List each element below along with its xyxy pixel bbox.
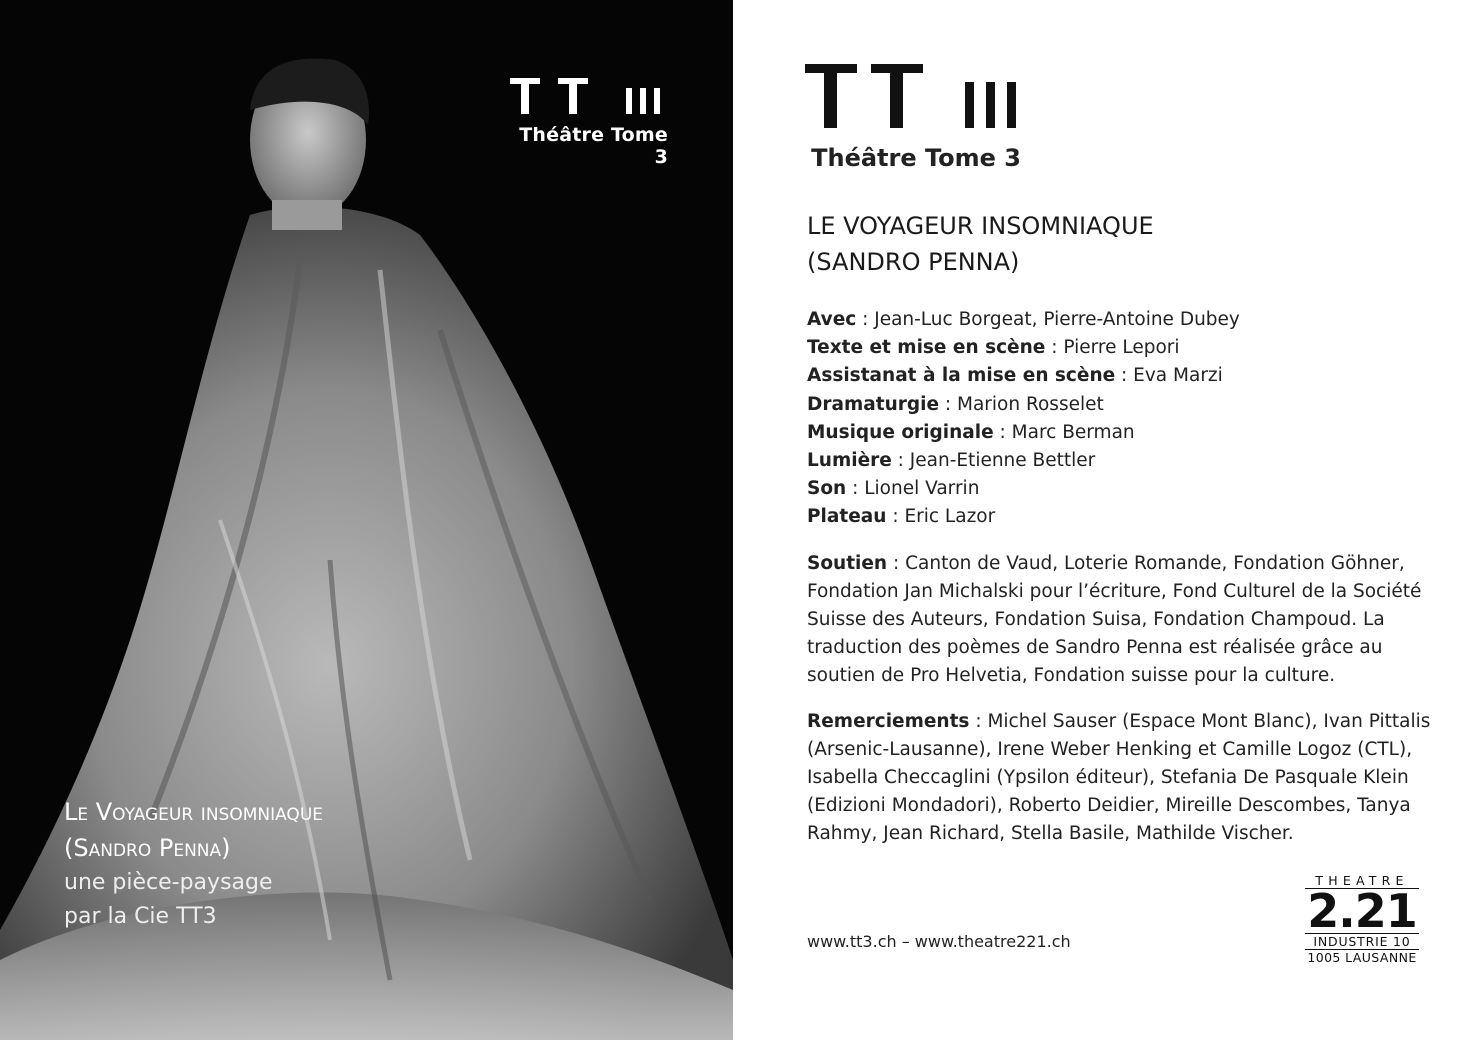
credit-line: Dramaturgie : Marion Rosselet (807, 393, 1104, 415)
remerciements-text: : Michel Sauser (Espace Mont Blanc), Ivan Pittalis (Arsenic-Lausanne), Irene Weber Henking et Camille Logoz (CTL), Isabella Checcaglini (Ypsilon éditeur), Stefania De Pasquale Klein (Edizioni Mondadori), Roberto Deidier, Mireille Descombes, Tanya Rahmy, Jean Richard, Stella Basile, Mathilde Vischer. (807, 711, 1431, 844)
cover-text (64, 794, 323, 934)
venue-logo-city: 1005 LAUSANNE (1307, 950, 1417, 965)
show-title-line1: LE VOYAGEUR INSOMNIAQUE (807, 212, 1154, 240)
tt3-logo-mark-large (805, 64, 1025, 130)
credits-list (807, 306, 1240, 532)
venue-logo-address: INDUSTRIE 10 (1305, 933, 1419, 950)
theatre-tome-3-logo-large (805, 64, 1025, 172)
cover-title: Le Voyageur insomniaque (64, 798, 323, 826)
credit-line: Assistanat à la mise en scène : Eva Marzi (807, 365, 1223, 387)
venue-logo-line1: THEATRE (1305, 874, 1419, 889)
theatre-221-logo (1305, 874, 1419, 965)
credit-line: Son : Lionel Varrin (807, 478, 980, 500)
credit-line: Texte et mise en scène : Pierre Lepori (807, 337, 1180, 359)
credit-line: Avec : Jean-Luc Borgeat, Pierre-Antoine Dubey (807, 309, 1240, 330)
show-title (807, 208, 1154, 280)
info-panel (733, 0, 1484, 1040)
remerciements-label: Remerciements (807, 711, 970, 732)
soutien-text: : Canton de Vaud, Loterie Romande, Fondation Göhner, Fondation Jan Michalski pour l’écriture, Fond Culturel de la Société Suisse des Auteurs, Fondation Suisa, Fondation Champoud. La traduction des poèmes de Sandro Penna est réalisée grâce au soutien de Pro Helvetia, Fondation suisse pour la culture. (807, 553, 1422, 686)
cover-photo-panel (0, 0, 733, 1040)
cover-subtitle: (Sandro Penna) (64, 834, 231, 862)
credit-line: Musique originale : Marc Berman (807, 421, 1135, 443)
credit-line: Plateau : Eric Lazor (807, 506, 996, 528)
soutien-label: Soutien (807, 553, 888, 574)
logo-caption: Théâtre Tome 3 (519, 124, 668, 168)
soutien-paragraph (807, 550, 1447, 690)
cover-tagline: une pièce-paysage (64, 870, 273, 895)
theatre-tome-3-logo (508, 76, 668, 168)
remerciements-paragraph (807, 708, 1447, 848)
show-title-line2: (SANDRO PENNA) (807, 248, 1020, 276)
credit-line: Lumière : Jean-Etienne Bettler (807, 450, 1096, 472)
logo-caption-large: Théâtre Tome 3 (811, 144, 1021, 172)
tt3-logo-mark (508, 76, 668, 116)
venue-logo-number: 2.21 (1307, 884, 1417, 938)
website-links: www.tt3.ch – www.theatre221.ch (807, 932, 1071, 951)
cover-company: par la Cie TT3 (64, 904, 217, 929)
